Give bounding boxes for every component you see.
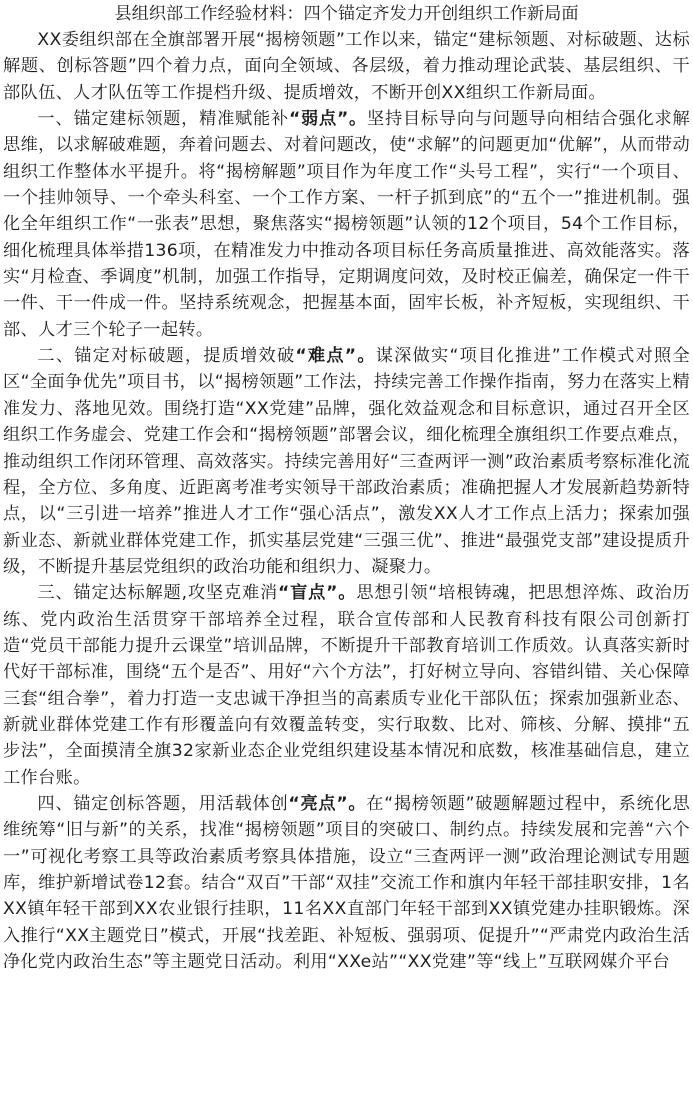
section-2-body: 谋深做实“项目化推进”工作模式对照全区“全面争优先”项目书，以“揭榜领题”工作法，持续完善工作操作指南，努力在落实上精准发力、落地见效。围绕打造“XX党建”品牌，强化效益观念和目标意识，通过召开全区组织工作务虚会、党建工作会和“揭榜领题”部署会议，细化梳理全旗组织工作要点难点，推动组织工作闭环管理、高效落实。持续完善用好“三查两评一测”政治素质考察标准化流程，全方位、多角度、近距离考准考实领导干部政治素质；准确把握人才发展新趋势新特点，以“三引进一培养”推进人才工作“强心活点”，激发XX人才工作点上活力；探索加强新业态、新就业群体党建工作，抓实基层党建“三强三优”、推进“最强党支部”建设提质升级，不断提升基层党组织的政治功能和组织力、凝聚力。: [3, 346, 690, 577]
section-3-heading: 三、锚定达标解题,攻坚克难消: [37, 583, 278, 604]
intro-text: XX委组织部在全旗部署开展“揭榜领题”工作以来，锚定“建标领题、对标破题、达标解题、创标答题”四个着力点，面向全领域、各层级，着力推动理论武装、基层组织、干部队伍、人才队伍等工作提档升级、提质增效，不断开创XX组织工作新局面。: [3, 30, 690, 103]
section-4-heading: 四、锚定创标答题，用活载体创: [37, 793, 289, 814]
section-4-body: 在“揭榜领题”破题解题过程中，系统化思维统筹“旧与新”的关系，找准“揭榜领题”项目的突破口、制约点。持续发展和完善“六个一”可视化考察工具等政治素质考察具体措施，设立“三查两评一测”政治理论测试专用题库，维护新增试卷12套。结合“双百”干部“双挂”交流工作和旗内年轻干部挂职安排，1名XX镇年轻干部到XX农业银行挂职，11名XX直部门年轻干部到XX镇党建办挂职锻炼。深入推行“XX主题党日”模式，开展“找差距、补短板、强弱项、促提升”“严肃党内政治生活 净化党内政治生态”等主题党日活动。利用“XXe站”“XX党建”等“线上”互联网媒介平台: [3, 793, 691, 973]
intro-paragraph: [3, 27, 690, 106]
section-2-paragraph: [3, 343, 690, 580]
section-3-paragraph: [3, 580, 690, 791]
section-4-paragraph: [3, 791, 690, 975]
section-1-paragraph: [3, 106, 690, 343]
section-3-body: 思想引领“培根铸魂，把思想淬炼、政治历练、党内政治生活贯穿干部培养全过程，联合宣传部和人民教育科技有限公司创新打造“党员干部能力提升云课堂”培训品牌，不断提升干部教育培训工作质效。认真落实新时代好干部标准，围绕“五个是否”、用好“六个方法”，打好树立导向、容错纠错、关心保障三套“组合拳”，着力打造一支忠诚干净担当的高素质专业化干部队伍；探索加强新业态、新就业群体党建工作有形覆盖向有效覆盖转变，实行取数、比对、筛核、分解、摸排“五步法”，全面摸清全旗32家新业态企业党组织建设基本情况和底数，核准基础信息，建立工作台账。: [3, 583, 691, 788]
section-1-keyword: “弱点”。: [288, 109, 368, 130]
section-4-keyword: “亮点”。: [288, 793, 367, 814]
section-3-keyword: “盲点”。: [278, 583, 357, 604]
section-2-heading: 二、锚定对标破题，提质增效破: [37, 346, 296, 367]
section-2-keyword: “难点”。: [295, 346, 376, 367]
document-title: 县组织部工作经验材料：四个锚定齐发力开创组织工作新局面: [114, 4, 579, 24]
section-1-heading: 一、锚定建标领题，精准赋能补: [37, 109, 289, 130]
section-1-body: 坚持目标导向与问题导向相结合强化求解思维，以求解破难题，奔着问题去、对着问题改，使“求解”的问题更加“优解”，从而带动组织工作整体水平提升。将“揭榜解题”项目作为年度工作“头号工程”，实行“一个项目、一个挂帅领导、一个牵头科室、一个工作方案、一杆子抓到底”的“五个一”推进机制。强化全年组织工作“一张表”思想，聚焦落实“揭榜领题”认领的12个项目，54个工作目标，细化梳理具体举措136项，在精准发力中推动各项目标任务高质量推进、高效能落实。落实“月检查、季调度”机制，加强工作指导，定期调度问效，及时校正偏差，确保定一件干一件、干一件成一件。坚持系统观念，把握基本面，固牢长板，补齐短板，实现组织、干部、人才三个轮子一起转。: [3, 109, 691, 340]
